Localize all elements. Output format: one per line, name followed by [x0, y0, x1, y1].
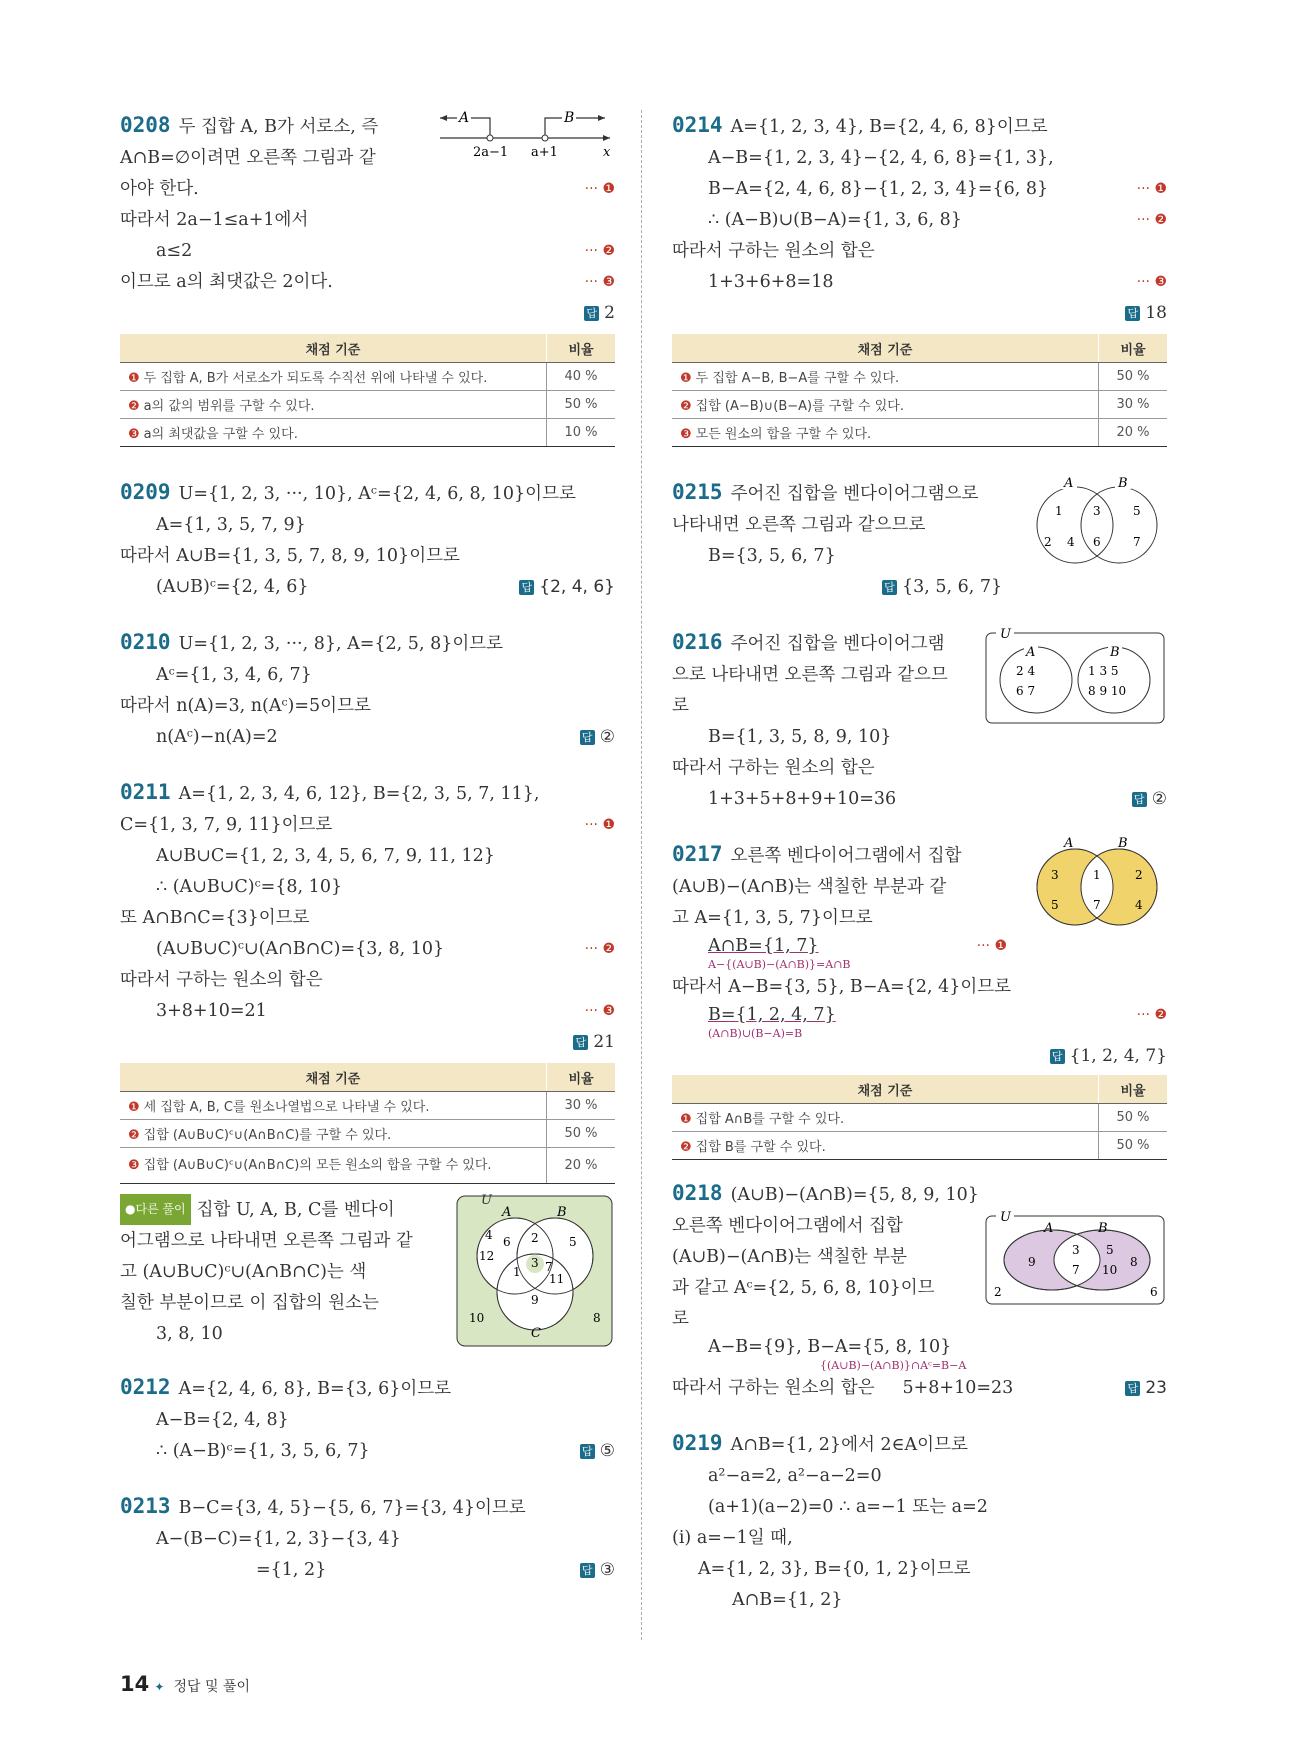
table-row: ❷ 집합 B를 구할 수 있다. 50 %	[672, 1132, 1167, 1160]
column-divider	[641, 110, 642, 1640]
step-marker: ··· ❷	[584, 243, 615, 259]
problem-number: 0212	[120, 1375, 171, 1399]
ratio-header: 비율	[547, 334, 616, 363]
svg-text:3: 3	[1051, 868, 1059, 882]
problem-number: 0214	[672, 113, 723, 137]
step-marker: ··· ❸	[1136, 274, 1167, 290]
svg-text:7: 7	[545, 1260, 553, 1274]
svg-text:2: 2	[531, 1231, 539, 1245]
svg-text:4: 4	[1135, 898, 1143, 912]
answer: 답 ②	[1132, 784, 1167, 815]
problem-0215: 0215 주어진 집합을 벤다이어그램으로 나타내면 오른쪽 그림과 같으므로 B={3, 5, 6, 7} 답 {3, 5, 6, 7} A B 1 3 5 2 4 6 7	[672, 477, 1167, 603]
step-marker: ··· ❸	[584, 274, 615, 290]
svg-text:3: 3	[1072, 1243, 1080, 1257]
left-endpoint-label: 2a−1	[473, 145, 509, 160]
problem-number: 0218	[672, 1181, 723, 1205]
svg-text:U: U	[1000, 1210, 1011, 1225]
step-marker: ··· ❶	[584, 181, 615, 197]
svg-text:7: 7	[1072, 1263, 1080, 1277]
solution-line: 따라서 2a−1≤a+1에서	[120, 210, 309, 230]
table-row: ❸ 모든 원소의 합을 구할 수 있다. 20 %	[672, 419, 1167, 447]
problem-number: 0215	[672, 480, 723, 504]
svg-text:U: U	[1000, 627, 1011, 642]
table-row: ❸ 집합 (A∪B∪C)ᶜ∪(A∩B∩C)의 모든 원소의 합을 구할 수 있다. 20 %	[120, 1148, 615, 1184]
svg-text:2 4: 2 4	[1016, 664, 1036, 678]
problem-number: 0219	[672, 1431, 723, 1455]
answer-icon: 답	[519, 580, 534, 595]
problem-0210: 0210 U={1, 2, 3, ···, 8}, A={2, 5, 8}이므로 Aᶜ={1, 3, 4, 6, 7} 따라서 n(A)=3, n(Aᶜ)=5이므로 n(Aᶜ)−n(A)=2 답 ②	[120, 627, 615, 753]
answer-icon: 답	[882, 580, 897, 595]
svg-text:12: 12	[479, 1249, 495, 1263]
svg-text:A: A	[1044, 1221, 1054, 1236]
venn-diagram-symmetric-difference	[984, 1208, 1167, 1308]
solution-line: a≤2	[156, 241, 193, 261]
table-row: ❶ 두 집합 A, B가 서로소가 되도록 수직선 위에 나타낼 수 있다. 40 %	[120, 363, 615, 391]
problem-number: 0216	[672, 630, 723, 654]
universal-set-label: U	[481, 1194, 492, 1208]
svg-text:11: 11	[549, 1272, 565, 1286]
venn-diagram-disjoint-sets	[984, 625, 1167, 727]
problem-number: 0209	[120, 480, 171, 504]
svg-text:1: 1	[513, 1265, 521, 1279]
svg-text:5: 5	[1133, 504, 1141, 518]
answer: 답 {2, 4, 6}	[519, 572, 615, 603]
answer: 답 18	[672, 298, 1167, 328]
svg-text:10: 10	[469, 1311, 485, 1325]
answer-icon: 답	[580, 1563, 595, 1578]
svg-text:6: 6	[503, 1235, 511, 1249]
solution-line: 아야 한다.	[120, 179, 199, 199]
answer-icon: 답	[1125, 1381, 1140, 1396]
problem-0214: 0214 A={1, 2, 3, 4}, B={2, 4, 6, 8}이므로 A−B={1, 2, 3, 4}−{2, 4, 6, 8}={1, 3}, B−A={2, 4, 6, 8}−{1, 2, 3, 4}={6, 8} ··· ❶ ∴ (A−B)∪(B−A)={1, 3, 6, 8} ··· ❷ 따라서 구하는 원소의 합은 1+3+6+8=18 ··· ❸ 답 18 채점 기준 비율 ❶ 두 집합 A−B, B−A를 구할 수 있다. 50 % ❷ 집합 (A−B)∪(B−A)를 구할 수 있다. 30 % ❸ 모든 원소의 합을 구할 수 있다. 20 %	[672, 110, 1167, 447]
svg-text:B: B	[1118, 836, 1128, 851]
problem-0212: 0212 A={2, 4, 6, 8}, B={3, 6}이므로 A−B={2, 4, 8} ∴ (A−B)ᶜ={1, 3, 5, 6, 7} 답 ⑤	[120, 1372, 615, 1467]
svg-text:4: 4	[1067, 535, 1075, 549]
solution-line: 이므로 a의 최댓값은 2이다.	[120, 272, 333, 292]
svg-text:8: 8	[1130, 1255, 1138, 1269]
svg-text:1: 1	[1093, 868, 1101, 882]
svg-text:8: 8	[593, 1311, 601, 1325]
svg-text:6: 6	[1150, 1285, 1158, 1299]
annotation: (A∩B)∪(B−A)=B	[708, 1027, 803, 1040]
svg-text:5: 5	[1106, 1243, 1114, 1257]
grading-table: 채점 기준 비율 ❶ 세 집합 A, B, C를 원소나열법으로 나타낼 수 있다. 30 % ❷ 집합 (A∪B∪C)ᶜ∪(A∩B∩C)를 구할 수 있다. 50 % ❸ 집합 (A∪B∪C)ᶜ∪(A∩B∩C)의 모든 원소의 합을 구할 수 있다. 20 %	[120, 1063, 615, 1184]
svg-text:B: B	[1118, 476, 1128, 491]
problem-0208	[120, 110, 615, 447]
table-row: ❸ a의 최댓값을 구할 수 있다. 10 %	[120, 419, 615, 447]
answer-icon: 답	[580, 1444, 595, 1459]
solution-line: A∩B=∅이려면 오른쪽 그림과 같	[120, 148, 376, 168]
right-column	[672, 110, 1167, 1640]
alternative-solution: ●다른 풀이 집합 U, A, B, C를 벤다이 어그램으로 나타내면 오른쪽 그림과 같 고 (A∪B∪C)ᶜ∪(A∩B∩C)는 색 칠한 부분이므로 이 집합의 원소는 3, 8, 10 U A B C 4 6 2 5 12 3 1 7 11 9 10 8	[120, 1194, 615, 1354]
step-marker: ··· ❷	[1136, 212, 1167, 228]
problem-number: 0213	[120, 1494, 171, 1518]
table-row: ❶ 세 집합 A, B, C를 원소나열법으로 나타낼 수 있다. 30 %	[120, 1092, 615, 1120]
svg-text:2: 2	[1044, 535, 1052, 549]
svg-text:2: 2	[1135, 868, 1143, 882]
solution-line: 두 집합 A, B가 서로소, 즉	[178, 117, 379, 137]
criterion-header: 채점 기준	[120, 334, 547, 363]
svg-text:A: A	[1026, 645, 1036, 660]
table-row: ❶ 두 집합 A−B, B−A를 구할 수 있다. 50 %	[672, 363, 1167, 391]
set-b-label: B	[557, 1205, 567, 1220]
answer-icon: 답	[584, 306, 599, 321]
venn-diagram-two-sets	[1027, 473, 1167, 573]
answer: 답 {1, 2, 4, 7}	[672, 1041, 1167, 1071]
svg-text:6: 6	[1093, 535, 1101, 549]
page-footer	[120, 1672, 250, 1696]
problem-0213: 0213 B−C={3, 4, 5}−{5, 6, 7}={3, 4}이므로 A−(B−C)={1, 2, 3}−{3, 4} ={1, 2} 답 ③	[120, 1491, 615, 1586]
svg-text:10: 10	[1102, 1263, 1118, 1277]
svg-text:9: 9	[1028, 1255, 1036, 1269]
step-marker: ··· ❶	[1136, 181, 1167, 197]
answer-icon: 답	[573, 1035, 588, 1050]
set-a-label: A	[459, 110, 470, 126]
answer: 답 23	[1125, 1373, 1167, 1404]
page-number: 14	[120, 1672, 150, 1696]
problem-0219: 0219 A∩B={1, 2}에서 2∈A이므로 a²−a=2, a²−a−2=0 (a+1)(a−2)=0 ∴ a=−1 또는 a=2 (ⅰ) a=−1일 때, A={1, 2, 3}, B={0, 1, 2}이므로 A∩B={1, 2}	[672, 1431, 988, 1610]
table-row: ❷ 집합 (A∪B∪C)ᶜ∪(A∩B∩C)를 구할 수 있다. 50 %	[120, 1120, 615, 1148]
svg-text:5: 5	[569, 1235, 577, 1249]
svg-text:4: 4	[485, 1228, 493, 1242]
answer-icon: 답	[1050, 1049, 1065, 1064]
problem-0217: 0217 오른쪽 벤다이어그램에서 집합 (A∪B)−(A∩B)는 색칠한 부분과 같 고 A={1, 3, 5, 7}이므로 A∩B={1, 7} ··· ❶ A−{(A∪B)−(A∩B)}=A∩B 따라서 A−B={3, 5}, B−A={2, 4}이므로 B={1, 2, 4, 7} ··· ❷ (A∩B)∪(B−A)=B 답 {1, 2, 4, 7} A B 3 1 2 5 7 4 채점 기준 비율 ❶ 집합 A∩B를 구할 수 있다. 50 % ❷ 집합 B를 구할 수 있다. 50 %	[672, 839, 1167, 1160]
table-row: ❶ 집합 A∩B를 구할 수 있다. 50 %	[672, 1104, 1167, 1132]
alt-solution-badge: ●다른 풀이	[120, 1194, 191, 1225]
answer-icon: 답	[1132, 792, 1147, 807]
svg-text:2: 2	[994, 1285, 1002, 1299]
set-a-label: A	[502, 1205, 512, 1220]
problem-0218: 0218 (A∪B)−(A∩B)={5, 8, 9, 10} 오른쪽 벤다이어그램에서 집합 (A∪B)−(A∩B)는 색칠한 부분 과 같고 Aᶜ={2, 5, 6, 8, 10}이므 로 A−B={9}, B−A={5, 8, 10} {(A∪B)−(A∩B)}∩Aᶜ=B−A 따라서 구하는 원소의 합은 5+8+10=23 답 23 U A B 9 3 7 5 10 8 2 6	[672, 1178, 1167, 1404]
step-marker: ··· ❶	[976, 938, 1007, 954]
grading-table: 채점 기준 비율 ❶ 집합 A∩B를 구할 수 있다. 50 % ❷ 집합 B를 구할 수 있다. 50 %	[672, 1075, 1167, 1160]
problem-number: 0208	[120, 113, 171, 137]
svg-text:B: B	[1098, 1221, 1108, 1236]
svg-text:5: 5	[1051, 898, 1059, 912]
answer-icon: 답	[1125, 306, 1140, 321]
svg-text:3: 3	[1093, 504, 1101, 518]
left-column	[120, 110, 615, 1610]
axis-x-label: x	[603, 145, 611, 160]
answer: 답 21	[120, 1027, 615, 1057]
right-endpoint-label: a+1	[531, 145, 558, 160]
problem-0209: 0209 U={1, 2, 3, ···, 10}, Aᶜ={2, 4, 6, 8, 10}이므로 A={1, 3, 5, 7, 9} 따라서 A∪B={1, 3, 5, 7, 8, 9, 10}이므로 (A∪B)ᶜ={2, 4, 6} 답 {2, 4, 6}	[120, 477, 615, 603]
answer: 답 {3, 5, 6, 7}	[672, 572, 1167, 603]
problem-0216: 0216 주어진 집합을 벤다이어그램 으로 나타내면 오른쪽 그림과 같으므 로 B={1, 3, 5, 8, 9, 10} 따라서 구하는 원소의 합은 1+3+5+8+9+10=36 답 ② U A B 2 4 6 7 1 3 5 8 9 10	[672, 627, 1167, 815]
annotation: {(A∪B)−(A∩B)}∩Aᶜ=B−A	[820, 1359, 967, 1372]
svg-text:A: A	[1064, 476, 1074, 491]
step-marker: ··· ❷	[584, 941, 615, 957]
answer: 답 ③	[580, 1555, 615, 1586]
svg-text:A: A	[1064, 836, 1074, 851]
grading-table	[120, 334, 615, 447]
svg-text:7: 7	[1133, 535, 1141, 549]
answer: 답 ②	[580, 722, 615, 753]
step-marker: ··· ❷	[1136, 1007, 1167, 1023]
table-row: ❷ a의 값의 범위를 구할 수 있다. 50 %	[120, 391, 615, 419]
svg-text:B: B	[1110, 645, 1120, 660]
answer-icon: 답	[580, 730, 595, 745]
problem-number: 0217	[672, 842, 723, 866]
annotation: A−{(A∪B)−(A∩B)}=A∩B	[708, 958, 851, 971]
problem-number: 0211	[120, 780, 171, 804]
svg-text:7: 7	[1093, 898, 1101, 912]
svg-text:3: 3	[531, 1256, 539, 1270]
problem-0211: 0211 A={1, 2, 3, 4, 6, 12}, B={2, 3, 5, 7, 11}, C={1, 3, 7, 9, 11}이므로 ··· ❶ A∪B∪C={1, 2, 3, 4, 5, 6, 7, 9, 11, 12} ∴ (A∪B∪C)ᶜ={8, 10} 또 A∩B∩C={3}이므로 (A∪B∪C)ᶜ∪(A∩B∩C)={3, 8, 10} ··· ❷ 따라서 구하는 원소의 합은 3+8+10=21 ··· ❸ 답 21 채점 기준 비율 ❶ 세 집합 A, B, C를 원소나열법으로 나타낼 수 있다. 30 % ❷ 집합 (A∪B∪C)ᶜ∪(A∩B∩C)를 구할 수 있다. 50 % ❸ 집합 (A∪B∪C)ᶜ∪(A∩B∩C)의 모든 원소의 합을 구할 수 있다. 20 % ●다른 풀이 집합 U, A, B, C를 벤다이 어그램으로 나타내면 오른쪽 그림과 같 고 (A∪B∪C)ᶜ∪(A∩B∩C)는 색 칠한 부분이므로 이 집합의 원소는 3, 8, 10 U A B C 4 6 2 5 12 3 1 7 11 9 10 8	[120, 777, 615, 1354]
number-line-figure	[435, 110, 615, 160]
problem-number: 0210	[120, 630, 171, 654]
svg-text:8 9 10: 8 9 10	[1088, 684, 1127, 698]
svg-text:1: 1	[1055, 504, 1063, 518]
svg-text:6 7: 6 7	[1016, 684, 1036, 698]
step-marker: ··· ❸	[584, 1003, 615, 1019]
svg-text:9: 9	[531, 1293, 539, 1307]
grading-table: 채점 기준 비율 ❶ 두 집합 A−B, B−A를 구할 수 있다. 50 % ❷ 집합 (A−B)∪(B−A)를 구할 수 있다. 30 % ❸ 모든 원소의 합을 구할 수 있다. 20 %	[672, 334, 1167, 447]
set-c-label: C	[531, 1326, 541, 1341]
venn-diagram-shaded	[1027, 833, 1167, 933]
answer: 답 ⑤	[580, 1436, 615, 1467]
venn-diagram-three-sets	[455, 1194, 615, 1354]
step-marker: ··· ❶	[584, 817, 615, 833]
star-icon: ✦	[154, 1680, 165, 1694]
answer: 답 2	[120, 298, 615, 328]
footer-label: 정답 및 풀이	[173, 1679, 251, 1695]
set-b-label: B	[564, 110, 575, 126]
svg-text:1 3 5: 1 3 5	[1088, 664, 1119, 678]
table-row: ❷ 집합 (A−B)∪(B−A)를 구할 수 있다. 30 %	[672, 391, 1167, 419]
